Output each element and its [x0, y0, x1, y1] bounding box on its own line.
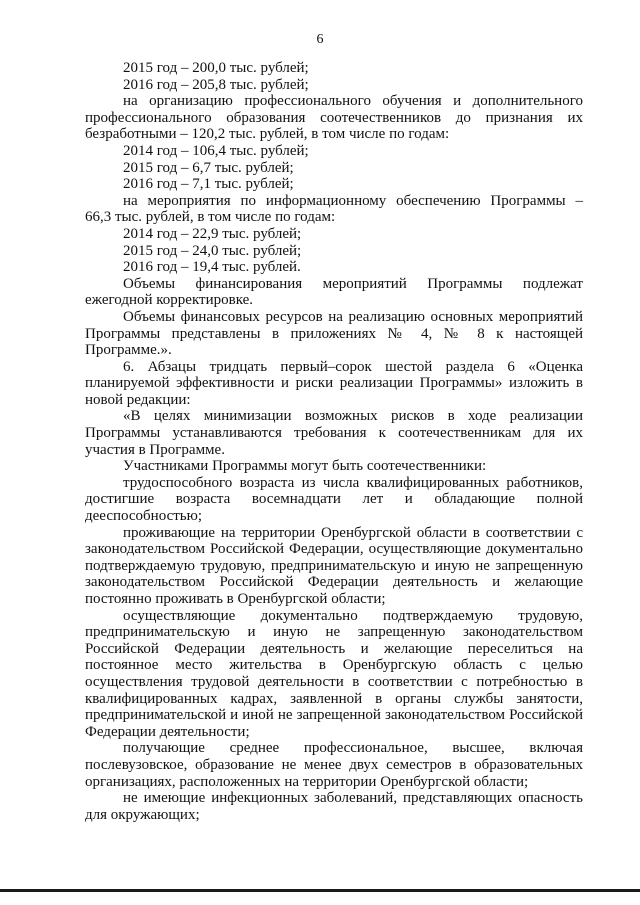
text-line: достигшие возраста восемнадцати лет и обладающие полной: [85, 491, 583, 508]
text-line: Российской Федерации деятельность и желающие переселиться на: [85, 640, 583, 657]
text-line: 6. Абзацы тридцать первый–сорок шестой раздела 6 «Оценка: [123, 358, 583, 375]
text-line: 2016 год – 7,1 тыс. рублей;: [123, 176, 294, 193]
text-line: законодательством Российской Федерации, осуществляющие документально: [85, 541, 583, 558]
text-line: профессионального образования соотечественников до признания их: [85, 109, 583, 126]
page-number: 6: [316, 32, 324, 47]
text-line: трудоспособного возраста из числа квалифицированных работников,: [123, 474, 583, 491]
text-line: ежегодной корректировке.: [85, 292, 254, 309]
text-line: 2016 год – 205,8 тыс. рублей;: [123, 76, 309, 93]
text-line: для окружающих;: [85, 806, 200, 823]
text-line: осуществления трудовой деятельности в соответствии с потребностью в: [85, 673, 583, 690]
text-line: Объемы финансовых ресурсов на реализацию основных мероприятий: [123, 308, 583, 325]
text-line: организациях, расположенных на территории Оренбургской области;: [85, 773, 529, 790]
text-line: участия в Программе.: [85, 441, 225, 458]
text-line: постоянное место жительства в Оренбургскую область с целью: [85, 657, 583, 674]
text-line: Участниками Программы могут быть соотечественники:: [123, 458, 487, 475]
text-line: безработными – 120,2 тыс. рублей, в том числе по годам:: [85, 126, 450, 143]
text-line: «В целях минимизации возможных рисков в ходе реализации: [123, 408, 583, 425]
text-line: Программы устанавливаются требования к соотечественникам для их: [85, 425, 583, 442]
text-line: 2015 год – 200,0 тыс. рублей;: [123, 60, 309, 76]
text-line: подтверждаемую трудовую, предпринимательскую и иную не запрещенную: [85, 557, 583, 574]
text-line: Программе.».: [85, 342, 172, 359]
text-line: получающие среднее профессиональное, высшее, включая: [123, 740, 583, 757]
text-line: планируемой эффективности и риски реализации Программы» изложить в: [85, 375, 583, 392]
text-line: не имеющие инфекционных заболеваний, представляющих опасность: [123, 790, 583, 807]
bottom-rule: [0, 889, 640, 892]
text-line: предпринимательской и иной не запрещенной законодательством Российской: [85, 707, 583, 724]
text-line: послевузовское, образование не менее двух семестров в образовательных: [85, 756, 583, 773]
text-line: 2014 год – 106,4 тыс. рублей;: [123, 142, 309, 159]
text-line: Программы представлены в приложениях № 4, № 8 к настоящей: [85, 325, 583, 342]
text-line: Объемы финансирования мероприятий Программы подлежат: [123, 275, 583, 292]
text-line: предпринимательскую и иную не запрещенную законодательством: [85, 624, 583, 641]
text-line: законодательством Российской Федерации деятельность и желающие: [85, 574, 583, 591]
text-line: постоянно проживать в Оренбургской области;: [85, 591, 386, 607]
text-line: квалифицированных кадрах, заявленной в органы службы занятости,: [85, 690, 583, 707]
text-line: 2015 год – 24,0 тыс. рублей;: [123, 242, 302, 259]
text-line: 2014 год – 22,9 тыс. рублей;: [123, 225, 302, 242]
text-line: Федерации деятельности;: [85, 723, 250, 740]
text-line: 2015 год – 6,7 тыс. рублей;: [123, 159, 294, 176]
body-text: [85, 60, 583, 823]
text-line: новой редакции:: [85, 391, 191, 408]
text-line: осуществляющие документально подтверждаемую трудовую,: [123, 607, 583, 624]
text-line: 2016 год – 19,4 тыс. рублей.: [123, 259, 301, 276]
text-line: дееспособностью;: [85, 508, 202, 525]
text-line: 66,3 тыс. рублей, в том числе по годам:: [85, 209, 336, 226]
text-line: на мероприятия по информационному обеспечению Программы –: [123, 192, 583, 209]
text-line: на организацию профессионального обучения и дополнительного: [123, 93, 583, 110]
text-line: проживающие на территории Оренбургской области в соответствии с: [123, 524, 583, 541]
